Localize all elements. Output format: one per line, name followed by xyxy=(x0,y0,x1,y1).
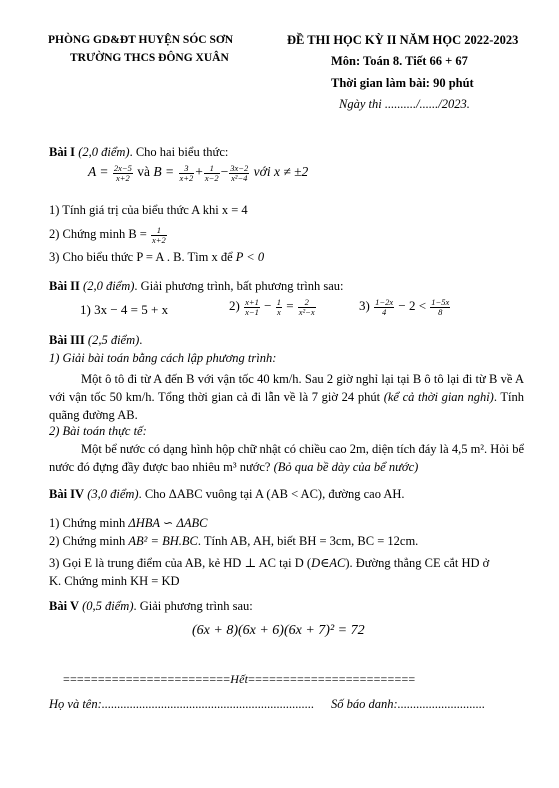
problem-4-points: (3,0 điểm) xyxy=(87,487,139,501)
end-marker: ========================Hết======================== xyxy=(63,672,416,686)
fraction-b2: $\frac{1}{x-2}$ xyxy=(204,163,219,183)
problem-2-title: Bài II xyxy=(49,279,80,293)
problem-3-q2-label: 2) Bài toán thực tế: xyxy=(49,424,147,438)
problem-1-heading xyxy=(49,145,228,160)
problem-5-title: Bài V xyxy=(49,599,79,613)
problem-1-formula: A = $\frac{2x-5}{x+2}$ và B = $\frac{3}{x+2}$ + $\frac{1}{x-2}$ − $\frac{3x-2}{\text{x²−4}}$ với x ≠ ±2 xyxy=(88,163,309,183)
exam-duration: Thời gian làm bài: 90 phút xyxy=(331,76,474,90)
exam-subject: Môn: Toán 8. Tiết 66 + 67 xyxy=(331,54,468,68)
problem-2-points: (2,0 điểm) xyxy=(83,279,135,293)
problem-3-q2-text: Một bể nước có dạng hình hộp chữ nhật có chiều cao 2m, diện tích đáy là 4,5 m². Hỏi bể nước đó đựng đầy được bao nhiêu m³ nước? (Bỏ qua bề dày của bể nước) xyxy=(49,442,524,474)
problem-3-points: (2,5 điểm) xyxy=(87,333,140,347)
problem-1-title: Bài I xyxy=(49,145,76,159)
formula-and: và xyxy=(137,164,151,180)
exam-date: Ngày thi ........../....../2023. xyxy=(339,97,470,111)
problem-4-intro: . Cho ΔABC vuông tại A (AB < AC), đường cao AH. xyxy=(138,487,405,501)
fraction-a: $\frac{2x-5}{x+2}$ xyxy=(113,163,132,183)
problem-4-q3-line2: K. Chứng minh KH = KD xyxy=(49,574,180,588)
fraction-q2: $\frac{1}{x+2}$ xyxy=(151,225,166,245)
problem-2-eq2: 2) $\frac{x+1}{x-1}$ − $\frac{1}{x}$ = $\frac{2}{\text{x²−x}}$ xyxy=(229,297,315,317)
problem-2-heading xyxy=(49,279,343,294)
formula-a-label: A = xyxy=(88,164,109,180)
problem-4-title: Bài IV xyxy=(49,487,85,501)
name-line: Họ và tên:.................................................................... xyxy=(49,697,315,711)
problem-4-heading xyxy=(49,487,405,502)
fraction-b1: $\frac{3}{x+2}$ xyxy=(179,163,194,183)
problem-2-intro: . Giải phương trình, bất phương trình sau: xyxy=(134,279,344,293)
candidate-number-line: Số báo danh:............................ xyxy=(331,697,486,711)
problem-4-q1: 1) Chứng minh ΔHBA ∽ ΔABC xyxy=(49,516,208,530)
problem-1-points: (2,0 điểm) xyxy=(78,145,130,159)
school-name: TRƯỜNG THCS ĐÔNG XUÂN xyxy=(70,52,229,64)
problem-5-equation: (6x + 8)(6x + 6)(6x + 7)² = 72 xyxy=(192,623,365,638)
problem-1-q2: 2) Chứng minh B = $\frac{1}{x+2}$ xyxy=(49,225,166,245)
problem-3-title: Bài III xyxy=(49,333,85,347)
problem-4-q3-line1: 3) Gọi E là trung điểm của AB, kẻ HD ⊥ AC tại D (D∈AC). Đường thẳng CE cắt HD ở xyxy=(49,556,490,570)
problem-5-intro: . Giải phương trình sau: xyxy=(133,599,253,613)
problem-3-heading: Bài III (2,5 điểm). xyxy=(49,333,143,347)
problem-5-heading xyxy=(49,599,253,614)
problem-1-q3: 3) Cho biểu thức P = A . B. Tìm x để P < 0 xyxy=(49,250,265,264)
problem-3-q1-text: Một ô tô đi từ A đến B với vận tốc 40 km/h. Sau 2 giờ nghỉ lại tại B ô tô lại đi từ B về A với vận tốc 50 km/h. Tổng thời gian cả đi lẫn về là 7 giờ 24 phút (kể cả thời gian nghỉ). Tính quãng đường AB. xyxy=(49,372,524,422)
fraction-b3: $\frac{3x-2}{\text{x²−4}}$ xyxy=(230,163,249,183)
problem-2-eq1: 1) 3x − 4 = 5 + x xyxy=(80,302,169,317)
exam-title: ĐỀ THI HỌC KỲ II NĂM HỌC 2022-2023 xyxy=(287,33,519,47)
problem-1-q1: 1) Tính giá trị của biểu thức A khi x = 4 xyxy=(49,203,248,217)
problem-3-q1-label: 1) Giải bài toán bằng cách lập phương trình: xyxy=(49,351,277,365)
formula-condition: với x ≠ ±2 xyxy=(253,164,309,180)
problem-4-q2: 2) Chứng minh AB² = BH.BC. Tính AB, AH, biết BH = 3cm, BC = 12cm. xyxy=(49,534,419,548)
formula-b-label: B = xyxy=(153,164,175,180)
problem-2-eq3: 3) $\frac{1-2x}{4}$ − 2 < $\frac{1-5x}{8}$ xyxy=(359,297,450,317)
problem-5-points: (0,5 điểm) xyxy=(82,599,134,613)
problem-1-intro: . Cho hai biểu thức: xyxy=(129,145,229,159)
department-name: PHÒNG GD&ĐT HUYỆN SÓC SƠN xyxy=(48,34,234,46)
